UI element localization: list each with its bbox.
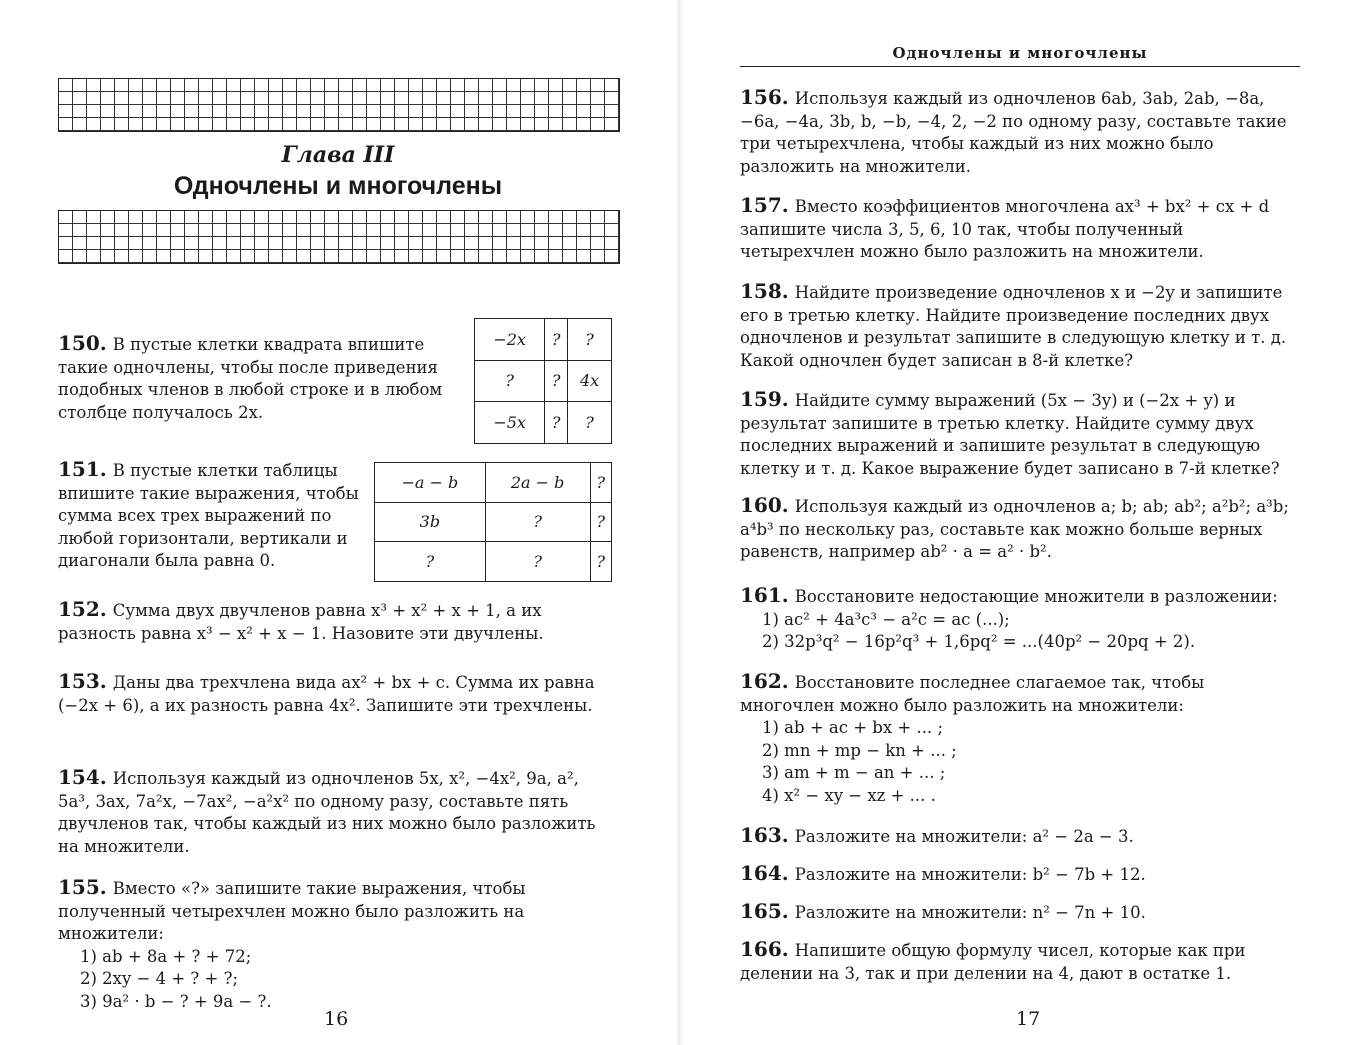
problem-158: [740, 280, 1302, 372]
problem-text: Разложите на множители: a² − 2a − 3.: [794, 827, 1134, 846]
square-cell: 4x: [568, 360, 612, 402]
right-page: [680, 0, 1361, 1045]
problem-160: [740, 494, 1302, 564]
problem-number: 161.: [740, 583, 789, 607]
chapter-label: Глава III: [281, 142, 395, 168]
problem-text: Найдите сумму выражений (5x − 3y) и (−2x + y) и результат запишите в третью клетку. Найдите сумму двух последних выражений и запишите результат в следующую клетку и т. д. Какое выражение будет записано в 7-й клетке?: [740, 391, 1280, 478]
problem-number: 166.: [740, 937, 789, 961]
square-cell: −2x: [475, 319, 545, 361]
problem-165: [740, 900, 1302, 925]
problem-156: [740, 86, 1302, 178]
problem-155: [58, 876, 616, 1013]
square-cell: −5x: [475, 402, 545, 444]
square-cell: ?: [568, 402, 612, 444]
magic-table-151: [374, 462, 612, 582]
problem-154: [58, 766, 616, 858]
options-list: [740, 609, 1302, 654]
problem-159: [740, 388, 1302, 480]
square-cell: ?: [545, 402, 568, 444]
problem-number: 160.: [740, 493, 789, 517]
problem-text: Используя каждый из одночленов a; b; ab; ab²; a²b²; a³b; a⁴b³ по нескольку раз, составьте как можно больше верных равенств, например ab² · a = a² · b².: [740, 497, 1289, 561]
problem-number: 150.: [58, 331, 107, 355]
table-cell: ?: [485, 542, 590, 582]
options-list: [740, 717, 1302, 807]
problem-text: Сумма двух двучленов равна x³ + x² + x + 1, а их разность равна x³ − x² + x − 1. Назовите эти двучлены.: [58, 601, 544, 643]
square-cell: ?: [475, 360, 545, 402]
problem-150: [58, 332, 458, 424]
table-cell: ?: [590, 542, 611, 582]
problem-text: Восстановите последнее слагаемое так, чтобы многочлен можно было разложить на множители:: [740, 673, 1205, 715]
decorative-grid-bottom: [58, 210, 620, 264]
page-number-right: 17: [1016, 1008, 1041, 1030]
problem-text: В пустые клетки квадрата впишите такие одночлены, чтобы после приведения подобных членов в любой строке и в любом столбце получалось 2x.: [58, 335, 443, 422]
table-cell: ?: [485, 502, 590, 542]
problem-text: Вместо «?» запишите такие выражения, чтобы полученный четырехчлен можно было разложить на множители:: [58, 879, 526, 943]
problem-number: 155.: [58, 875, 107, 899]
problem-text: Найдите произведение одночленов x и −2y и запишите его в третью клетку. Найдите произведение последних двух одночленов и результат запишите в следующую клетку и т. д. Какой одночлен будет записан в 8-й клетке?: [740, 283, 1287, 370]
problem-number: 162.: [740, 669, 789, 693]
table-cell: ?: [590, 463, 611, 503]
option-item: 2) 2xy − 4 + ? + ?;: [80, 969, 238, 988]
table-cell: ?: [590, 502, 611, 542]
problem-number: 165.: [740, 899, 789, 923]
magic-square-150: [474, 318, 612, 444]
problem-text: Разложите на множители: n² − 7n + 10.: [794, 903, 1146, 922]
option-item: 1) ab + 8a + ? + 72;: [80, 946, 252, 966]
problem-text: Восстановите недостающие множители в разложении:: [794, 587, 1278, 606]
problem-151: [58, 458, 360, 573]
problem-number: 152.: [58, 597, 107, 621]
running-head: Одночлены и многочлены: [892, 44, 1148, 62]
square-cell: ?: [545, 360, 568, 402]
problem-text: Используя каждый из одночленов 6ab, 3ab, 2ab, −8a, −6a, −4a, 3b, b, −b, −4, 2, −2 по одному разу, составьте такие три четырехчлена, чтобы каждый из них можно было разложить на множители.: [740, 89, 1287, 176]
option-item: 1) ac² + 4a³c³ − a²c = ac (...);: [762, 609, 1010, 629]
problem-text: В пустые клетки таблицы впишите такие выражения, чтобы сумма всех трех выражений по любой горизонтали, вертикали и диагонали была равна 0.: [58, 461, 359, 570]
chapter-title: Одночлены и многочлены: [173, 172, 503, 200]
problem-text: Используя каждый из одночленов 5x, x², −4x², 9a, a², 5a³, 3ax, 7a²x, −7ax², −a²x² по одному разу, составьте пять двучленов так, чтобы каждый из них можно было разложить на множители.: [58, 769, 596, 856]
table-cell: −a − b: [375, 463, 486, 503]
problem-text: Даны два трехчлена вида ax² + bx + c. Сумма их равна (−2x + 6), а их разность равна 4x². Запишите эти трехчлены.: [58, 673, 595, 715]
problem-164: [740, 862, 1302, 887]
problem-number: 156.: [740, 85, 789, 109]
problem-161: [740, 584, 1302, 654]
table-cell: 2a − b: [485, 463, 590, 503]
problem-number: 158.: [740, 279, 789, 303]
left-page: [0, 0, 680, 1045]
problem-number: 159.: [740, 387, 789, 411]
problem-162: [740, 670, 1302, 807]
problem-number: 153.: [58, 669, 107, 693]
problem-163: [740, 824, 1302, 849]
problem-number: 157.: [740, 193, 789, 217]
page-number-left: 16: [324, 1008, 349, 1030]
square-cell: ?: [545, 319, 568, 361]
running-head-rule: [740, 66, 1300, 67]
problem-number: 163.: [740, 823, 789, 847]
options-list: [58, 946, 616, 1014]
problem-number: 164.: [740, 861, 789, 885]
problem-number: 151.: [58, 457, 107, 481]
square-cell: ?: [568, 319, 612, 361]
option-item: 1) ab + ac + bx + ... ;: [762, 718, 944, 737]
problem-text: Разложите на множители: b² − 7b + 12.: [794, 865, 1146, 884]
option-item: 3) 9a² · b − ? + 9a − ?.: [80, 991, 272, 1011]
problem-number: 154.: [58, 765, 107, 789]
option-item: 4) x² − xy − xz + ... .: [762, 785, 936, 805]
decorative-grid-top: [58, 78, 620, 132]
option-item: 2) 32p³q² − 16p²q³ + 1,6pq² = ...(40p² − 20pq + 2).: [762, 632, 1196, 651]
problem-text: Вместо коэффициентов многочлена ax³ + bx² + cx + d запишите числа 3, 5, 6, 10 так, чтобы полученный четырехчлен можно было разложить на множители.: [740, 197, 1270, 261]
problem-166: [740, 938, 1302, 985]
table-cell: 3b: [375, 502, 486, 542]
problem-152: [58, 598, 616, 645]
table-cell: ?: [375, 542, 486, 582]
problem-text: Напишите общую формулу чисел, которые как при делении на 3, так и при делении на 4, дают в остатке 1.: [740, 941, 1246, 983]
problem-153: [58, 670, 616, 717]
problem-157: [740, 194, 1302, 264]
option-item: 3) am + m − an + ... ;: [762, 763, 946, 782]
option-item: 2) mn + mp − kn + ... ;: [762, 740, 957, 760]
